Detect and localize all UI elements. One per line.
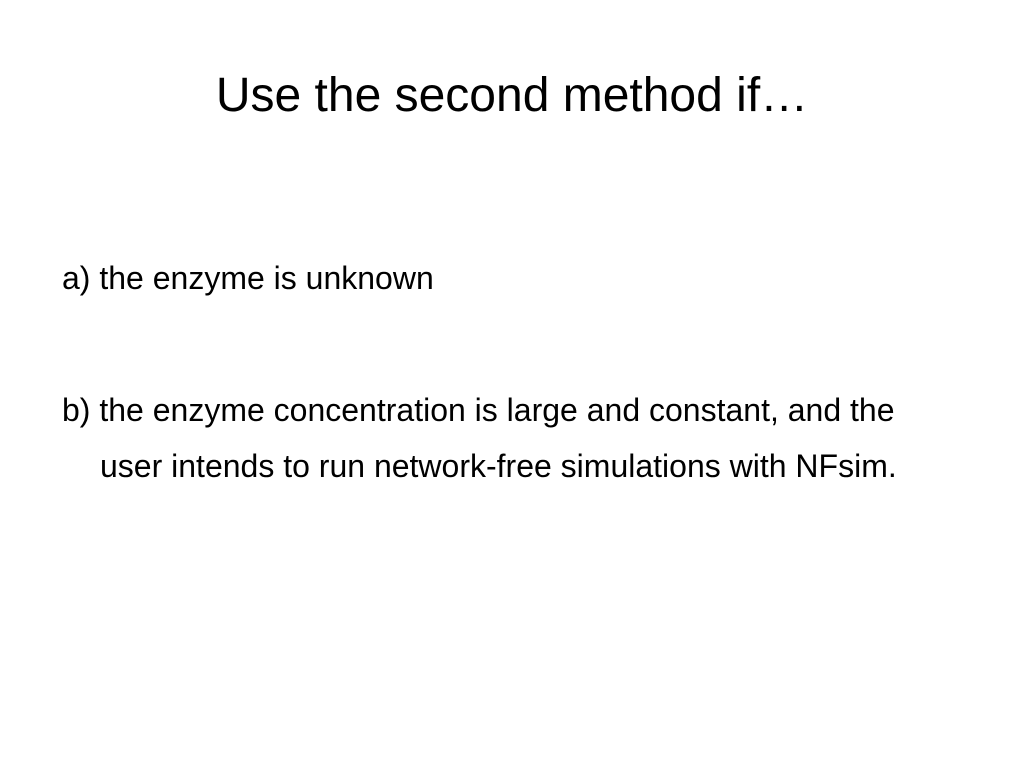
slide-title: Use the second method if… bbox=[215, 69, 809, 122]
point-b: b) the enzyme concentration is large and constant, and the user intends to run network-free simulations with NFsim. bbox=[62, 392, 897, 484]
point-a: a) the enzyme is unknown bbox=[62, 260, 434, 296]
slide-body bbox=[62, 250, 962, 494]
